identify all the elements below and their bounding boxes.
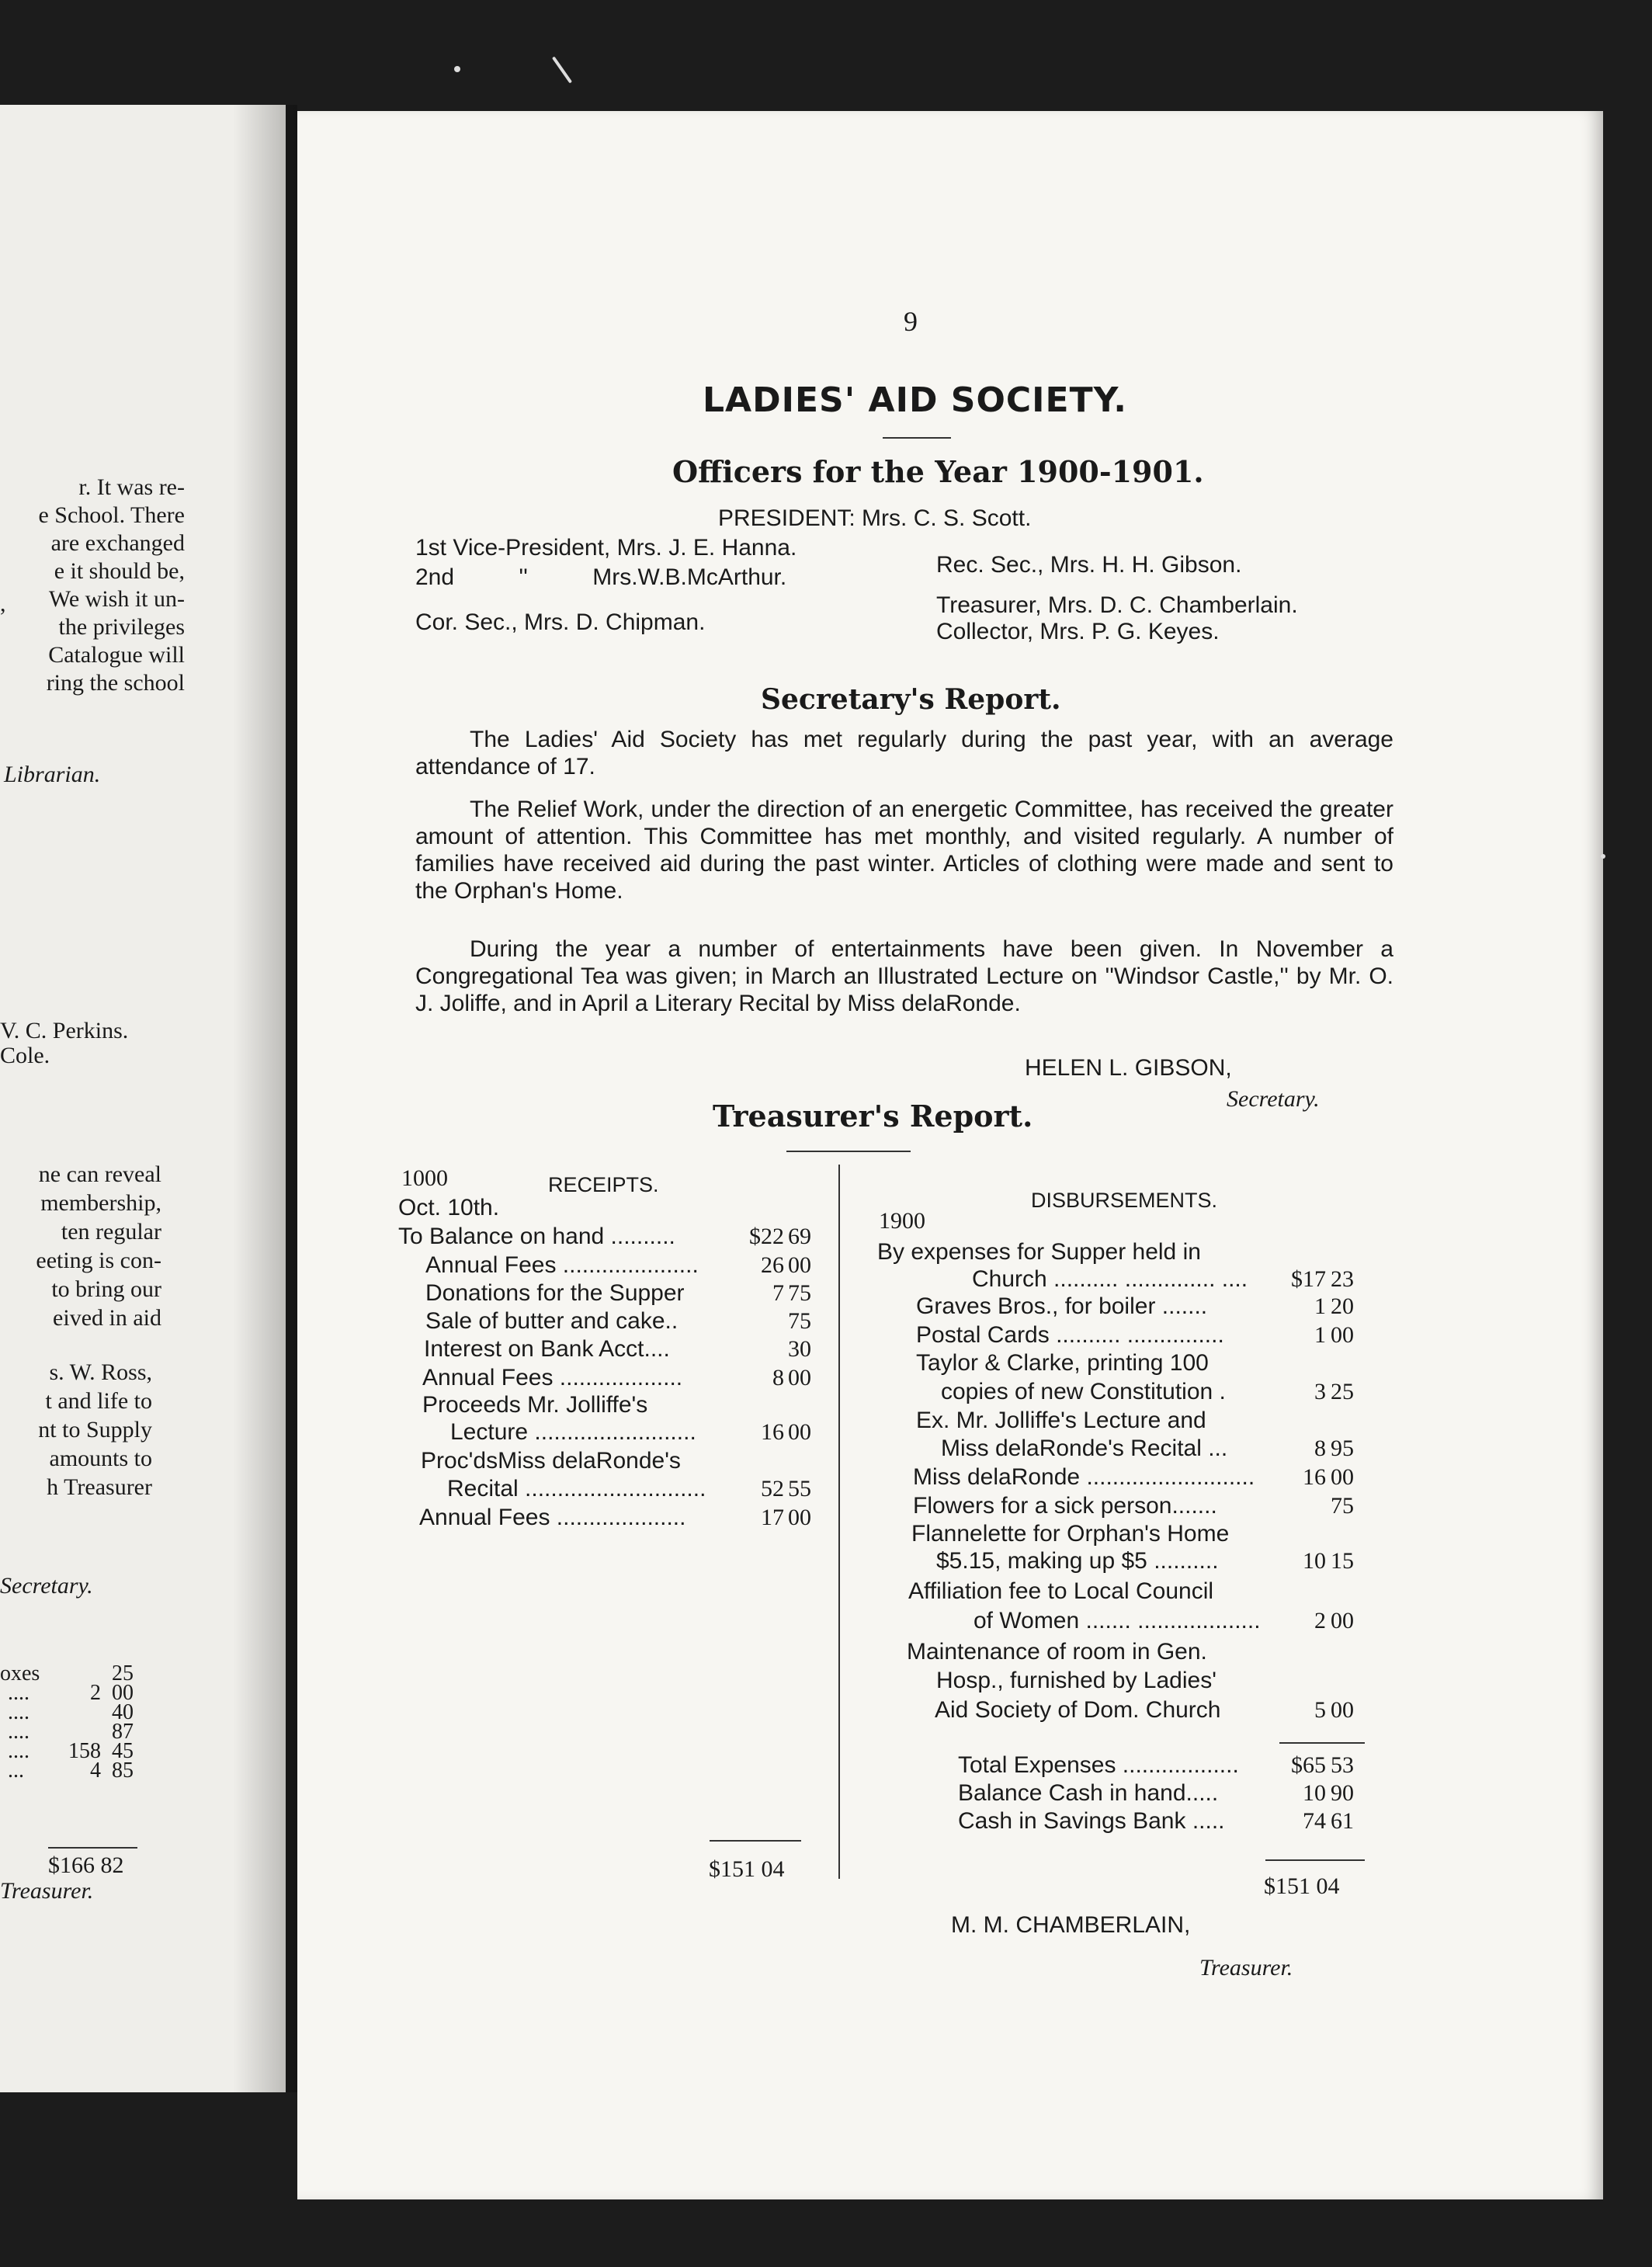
receipt-label: Proceeds Mr. Jolliffe's	[422, 1392, 648, 1418]
left-page-line: amounts to	[49, 1446, 152, 1471]
officer-line: Collector, Mrs. P. G. Keyes.	[936, 619, 1220, 644]
officer-line: Cor. Sec., Mrs. D. Chipman.	[415, 609, 706, 635]
report-paragraph: The Relief Work, under the direction of an energetic Committee, has received the greater amount of attention. This Committee has met monthly, and visited regularly. A number of families have received aid during the past winter. Articles of clothing were made and sent to the Orphan's Home.	[415, 797, 1393, 904]
disbursements-year: 1900	[879, 1208, 925, 1234]
left-page-line: are exchanged	[50, 530, 185, 556]
left-figure-dollars: 2	[90, 1681, 101, 1705]
receipt-dollars: 16	[761, 1419, 784, 1445]
receipt-cents: 75	[788, 1280, 811, 1306]
receipt-dollars: 52	[761, 1476, 784, 1501]
disbursement-dollars: 16	[1303, 1464, 1326, 1490]
left-figure-dollars: 4	[90, 1758, 101, 1783]
left-page-line: e it should be,	[54, 558, 185, 584]
receipt-dollars: 17	[761, 1505, 784, 1530]
disbursement-label: Miss delaRonde's Recital ...	[941, 1436, 1228, 1461]
summary-cents: 61	[1331, 1808, 1354, 1834]
officer-line: Rec. Sec., Mrs. H. H. Gibson.	[936, 552, 1242, 578]
disbursement-cents: 00	[1331, 1322, 1354, 1348]
president-line: PRESIDENT: Mrs. C. S. Scott.	[718, 505, 1032, 531]
left-total: $166 82	[48, 1852, 124, 1878]
left-figure-cents: 25	[112, 1661, 134, 1685]
right-page	[297, 111, 1603, 2199]
disbursement-label: Affiliation fee to Local Council	[908, 1578, 1214, 1604]
librarian-label: Librarian.	[4, 762, 101, 787]
disbursement-cents: 23	[1331, 1266, 1354, 1292]
disbursement-dollars: 2	[1314, 1608, 1326, 1633]
officer-line: 2nd '' Mrs.W.B.McArthur.	[415, 564, 787, 590]
left-page-line: nt to Supply	[38, 1417, 152, 1442]
disbursement-dollars: 10	[1303, 1548, 1326, 1574]
receipt-cents: 00	[788, 1419, 811, 1445]
left-page-name: Cole.	[0, 1043, 50, 1068]
treasurer-heading-rule	[786, 1151, 911, 1152]
disbursement-label: Flowers for a sick person.......	[913, 1493, 1217, 1519]
page-title: LADIES' AID SOCIETY.	[703, 380, 1127, 420]
left-secretary-label: Secretary.	[0, 1573, 93, 1599]
officers-heading: Officers for the Year 1900-1901.	[672, 454, 1204, 489]
receipts-year: 1000	[401, 1165, 448, 1191]
left-page-name: V. C. Perkins.	[0, 1018, 129, 1043]
receipt-label: Interest on Bank Acct....	[424, 1336, 670, 1362]
summary-dollars: 74	[1303, 1808, 1326, 1834]
disbursement-label: of Women ....... ...................	[974, 1608, 1261, 1633]
disbursement-dollars: 3	[1314, 1379, 1326, 1404]
receipt-cents: 00	[788, 1365, 811, 1390]
dust-mark	[552, 56, 572, 83]
left-figure-label: ....	[8, 1681, 30, 1705]
summary-dollars: 10	[1303, 1780, 1326, 1806]
summary-label: Balance Cash in hand.....	[958, 1780, 1219, 1806]
receipt-dollars: 8	[772, 1365, 784, 1390]
left-treasurer-label: Treasurer.	[0, 1878, 94, 1904]
receipt-cents: 55	[788, 1476, 811, 1501]
left-page-line: t and life to	[45, 1388, 152, 1414]
left-page-line: Catalogue will	[48, 642, 185, 668]
left-page-line: membership,	[40, 1190, 161, 1216]
receipt-label: Annual Fees ...................	[422, 1365, 683, 1390]
left-figure-label: ....	[8, 1700, 30, 1724]
left-page-line: eived in aid	[53, 1305, 161, 1331]
disbursement-label: copies of new Constitution .	[941, 1379, 1226, 1404]
left-page-line: ,	[0, 591, 6, 616]
left-page-line: We wish it un-	[48, 586, 185, 612]
receipt-label: Annual Fees ....................	[419, 1505, 686, 1530]
left-figure-cents: 40	[112, 1700, 134, 1724]
column-divider	[838, 1165, 840, 1879]
disbursement-cents: 20	[1331, 1293, 1354, 1319]
left-figure-cents: 45	[112, 1739, 134, 1763]
disbursement-label: Ex. Mr. Jolliffe's Lecture and	[916, 1408, 1206, 1433]
receipts-date: Oct. 10th.	[398, 1195, 500, 1220]
disbursements-subtotal-rule	[1279, 1742, 1365, 1744]
dust-mark	[1601, 854, 1605, 859]
left-page-line: e School. There	[38, 502, 185, 528]
disbursement-label: $5.15, making up $5 ..........	[936, 1548, 1219, 1574]
receipt-label: Annual Fees .....................	[425, 1252, 699, 1278]
disbursement-dollars: 1	[1314, 1322, 1326, 1348]
receipts-total-rule	[710, 1840, 801, 1842]
receipt-dollars: $22	[749, 1224, 784, 1249]
receipts-total: $151 04	[709, 1856, 785, 1882]
receipt-label: To Balance on hand ..........	[398, 1224, 675, 1249]
dust-mark	[454, 66, 460, 72]
summary-dollars: $65	[1291, 1752, 1326, 1778]
spine-shadow	[233, 105, 297, 2092]
left-boxes-label: oxes	[0, 1661, 40, 1685]
receipt-cents: 69	[788, 1224, 811, 1249]
receipt-label: Sale of butter and cake..	[425, 1308, 678, 1334]
disbursement-cents: 00	[1331, 1697, 1354, 1723]
receipt-label: Recital ............................	[447, 1476, 706, 1501]
summary-cents: 90	[1331, 1780, 1354, 1806]
secretary-signature-name: HELEN L. GIBSON,	[1025, 1055, 1232, 1081]
left-page-line: eeting is con-	[36, 1248, 161, 1273]
left-figure-cents: 85	[112, 1758, 134, 1783]
treasurer-signature-name: M. M. CHAMBERLAIN,	[951, 1912, 1191, 1938]
left-page-line: ne can reveal	[38, 1161, 161, 1187]
left-figure-label: ....	[8, 1739, 30, 1763]
officer-line: Treasurer, Mrs. D. C. Chamberlain.	[936, 592, 1298, 618]
page-number: 9	[904, 306, 918, 337]
summary-label: Total Expenses ..................	[958, 1752, 1239, 1778]
left-page-line: ten regular	[61, 1219, 161, 1245]
left-figure-label: ...	[8, 1758, 24, 1783]
disbursement-label: By expenses for Supper held in	[877, 1239, 1201, 1265]
left-page-line: ring the school	[46, 670, 185, 696]
disbursements-heading: DISBURSEMENTS.	[1031, 1189, 1218, 1212]
disbursement-cents: 00	[1331, 1464, 1354, 1490]
report-paragraph: The Ladies' Aid Society has met regularly during the past year, with an average attendance of 17.	[415, 727, 1393, 779]
disbursements-total: $151 04	[1264, 1873, 1340, 1899]
disbursement-label: Taylor & Clarke, printing 100	[916, 1350, 1209, 1376]
receipt-label: Donations for the Supper	[425, 1280, 685, 1306]
officer-line: 1st Vice-President, Mrs. J. E. Hanna.	[415, 535, 797, 561]
disbursement-cents: 75	[1331, 1493, 1354, 1519]
treasurer-report-heading: Treasurer's Report.	[713, 1099, 1033, 1134]
left-figure-dollars: 158	[68, 1739, 101, 1763]
receipt-dollars: 7	[772, 1280, 784, 1306]
summary-cents: 53	[1331, 1752, 1354, 1778]
disbursement-cents: 00	[1331, 1608, 1354, 1633]
disbursement-label: Postal Cards .......... ...............	[916, 1322, 1224, 1348]
title-rule	[883, 437, 951, 439]
disbursement-dollars: 1	[1314, 1293, 1326, 1319]
receipt-cents: 30	[788, 1336, 811, 1362]
disbursement-label: Graves Bros., for boiler .......	[916, 1293, 1208, 1319]
disbursement-label: Hosp., furnished by Ladies'	[936, 1668, 1216, 1693]
report-paragraph: During the year a number of entertainments have been given. In November a Congregational Tea was given; in March an Illustrated Lecture on ''Windsor Castle,'' by Mr. O. J. Joliffe, and in April a Literary Recital by Miss delaRonde.	[415, 936, 1393, 1016]
receipts-heading: RECEIPTS.	[548, 1173, 659, 1196]
left-page-line: h Treasurer	[47, 1474, 152, 1500]
disbursement-dollars: 5	[1314, 1697, 1326, 1723]
disbursement-label: Church .......... .............. ....	[972, 1266, 1248, 1292]
disbursements-total-rule	[1265, 1859, 1365, 1861]
disbursement-cents: 95	[1331, 1436, 1354, 1461]
secretary-signature-title: Secretary.	[1227, 1086, 1320, 1112]
left-total-rule	[48, 1847, 137, 1849]
receipt-dollars: 26	[761, 1252, 784, 1278]
left-figure-cents: 00	[112, 1681, 134, 1705]
disbursement-label: Miss delaRonde ..........................	[913, 1464, 1255, 1490]
left-figure-cents: 87	[112, 1720, 134, 1744]
receipt-label: Proc'dsMiss delaRonde's	[421, 1448, 681, 1474]
disbursement-cents: 25	[1331, 1379, 1354, 1404]
left-page-line: r. It was re-	[78, 474, 185, 500]
receipt-cents: 75	[788, 1308, 811, 1334]
disbursement-label: Flannelette for Orphan's Home	[911, 1521, 1230, 1547]
left-page-line: the privileges	[58, 614, 185, 640]
left-figure-label: ....	[8, 1720, 30, 1744]
disbursement-dollars: 8	[1314, 1436, 1326, 1461]
disbursement-label: Maintenance of room in Gen.	[907, 1639, 1207, 1665]
receipt-cents: 00	[788, 1252, 811, 1278]
disbursement-dollars: $17	[1291, 1266, 1326, 1292]
treasurer-signature-title: Treasurer.	[1199, 1955, 1293, 1981]
secretary-report-heading: Secretary's Report.	[761, 683, 1061, 716]
receipt-label: Lecture .........................	[450, 1419, 696, 1445]
receipt-cents: 00	[788, 1505, 811, 1530]
left-page-line: s. W. Ross,	[49, 1359, 152, 1385]
summary-label: Cash in Savings Bank .....	[958, 1808, 1225, 1834]
disbursement-cents: 15	[1331, 1548, 1354, 1574]
left-page-line: to bring our	[51, 1276, 161, 1302]
disbursement-label: Aid Society of Dom. Church	[935, 1697, 1221, 1723]
